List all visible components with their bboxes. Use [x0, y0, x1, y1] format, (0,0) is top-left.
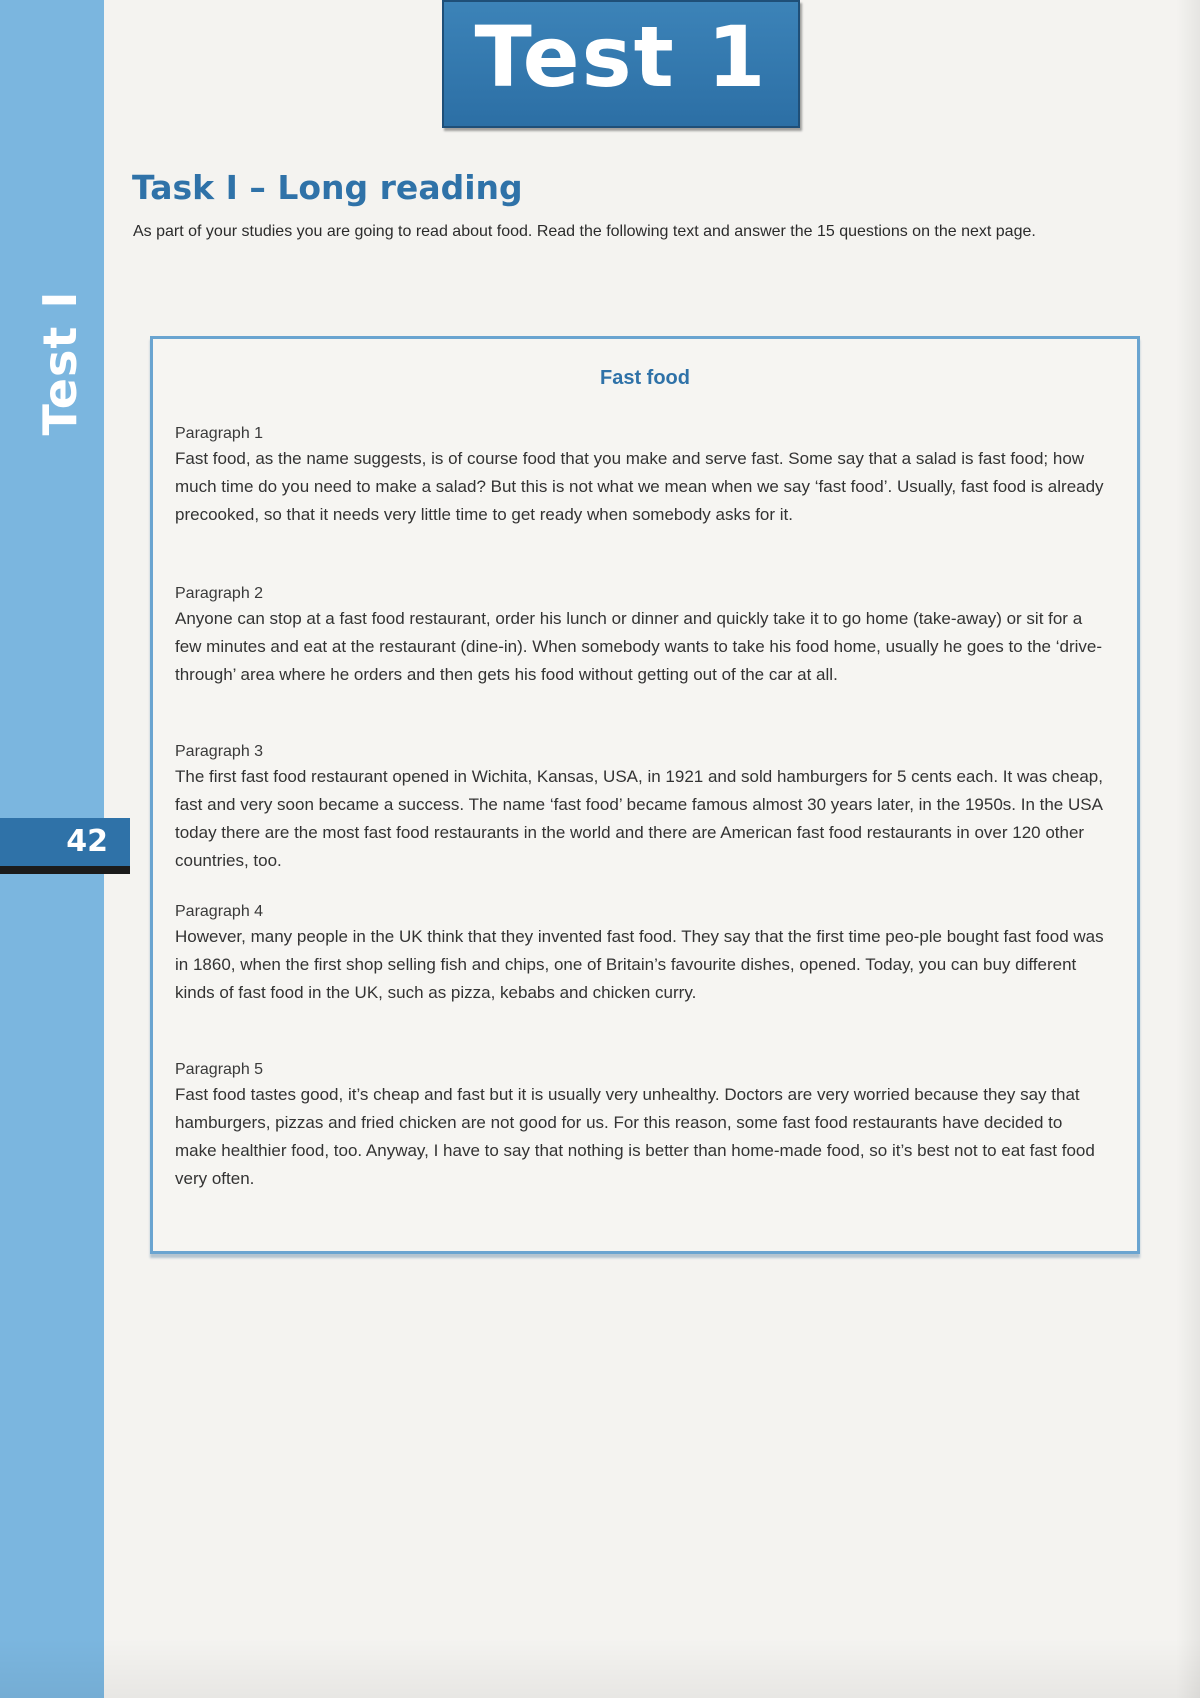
- test-title-banner: [442, 0, 800, 128]
- paragraph-5: [175, 1059, 1105, 1193]
- paragraph-2: [175, 583, 1105, 689]
- page-edge-shadow: [1176, 0, 1200, 1698]
- paragraph-label: Paragraph 2: [175, 585, 264, 602]
- page-number: 42: [66, 824, 108, 859]
- paragraph-label: Paragraph 3: [175, 743, 264, 760]
- paragraph-text: Fast food, as the name suggests, is of course food that you make and serve fast. Some say that a salad is fast food; how much time do you need to make a salad? But this is not what we mean when we say ‘fast food’. Usually, fast food is already precooked, so that it needs very little time to get ready when somebody asks for it.: [175, 449, 1104, 524]
- paragraph-text: Anyone can stop at a fast food restaurant, order his lunch or dinner and quickly take it to go home (take-away) or sit for a few minutes and eat at the restaurant (dine-in). When somebody wants to take his food home, usually he goes to the ‘drive-through’ area where he orders and then gets his food without getting out of the car at all.: [175, 609, 1103, 684]
- reading-passage-box: [150, 336, 1140, 1254]
- paragraph-label: Paragraph 4: [175, 903, 264, 920]
- task-instructions: As part of your studies you are going to read about food. Read the following text and answer the 15 questions on the next page.: [133, 223, 1036, 240]
- paragraph-3: [175, 741, 1105, 875]
- passage-title: Fast food: [600, 367, 690, 389]
- paragraph-1: [175, 423, 1105, 529]
- paragraph-text: The first fast food restaurant opened in Wichita, Kansas, USA, in 1921 and sold hamburgers for 5 cents each. It was cheap, fast and very soon became a success. The name ‘fast food’ became famous almost 30 years later, in the 1950s. In the USA today there are the most fast food restaurants in the world and there are American fast food restaurants in over 120 other countries, too.: [175, 767, 1103, 870]
- sidebar-test-label-text: Test I: [33, 290, 87, 436]
- task-heading: Task I – Long reading: [132, 168, 523, 207]
- paragraph-text: However, many people in the UK think that they invented fast food. They say that the first time peo-ple bought fast food was in 1860, when the first shop selling fish and chips, one of Britain’s favourite dishes, opened. Today, you can buy different kinds of fast food in the UK, such as pizza, kebabs and chicken curry.: [175, 927, 1104, 1002]
- paragraph-text: Fast food tastes good, it’s cheap and fast but it is usually very unhealthy. Doctors are very worried because they say that hamburgers, pizzas and fried chicken are not good for us. For this reason, some fast food restaurants have decided to make healthier food, too. Anyway, I have to say that nothing is better than home-made food, so it’s best not to eat fast food very often.: [175, 1085, 1095, 1188]
- paragraph-4: [175, 901, 1105, 1007]
- paragraph-label: Paragraph 5: [175, 1061, 264, 1078]
- paragraph-label: Paragraph 1: [175, 425, 264, 442]
- bottom-shadow: [0, 1638, 1200, 1698]
- sidebar-test-label: [30, 290, 90, 436]
- page-number-box: [0, 818, 130, 874]
- test-title: Test 1: [474, 8, 768, 106]
